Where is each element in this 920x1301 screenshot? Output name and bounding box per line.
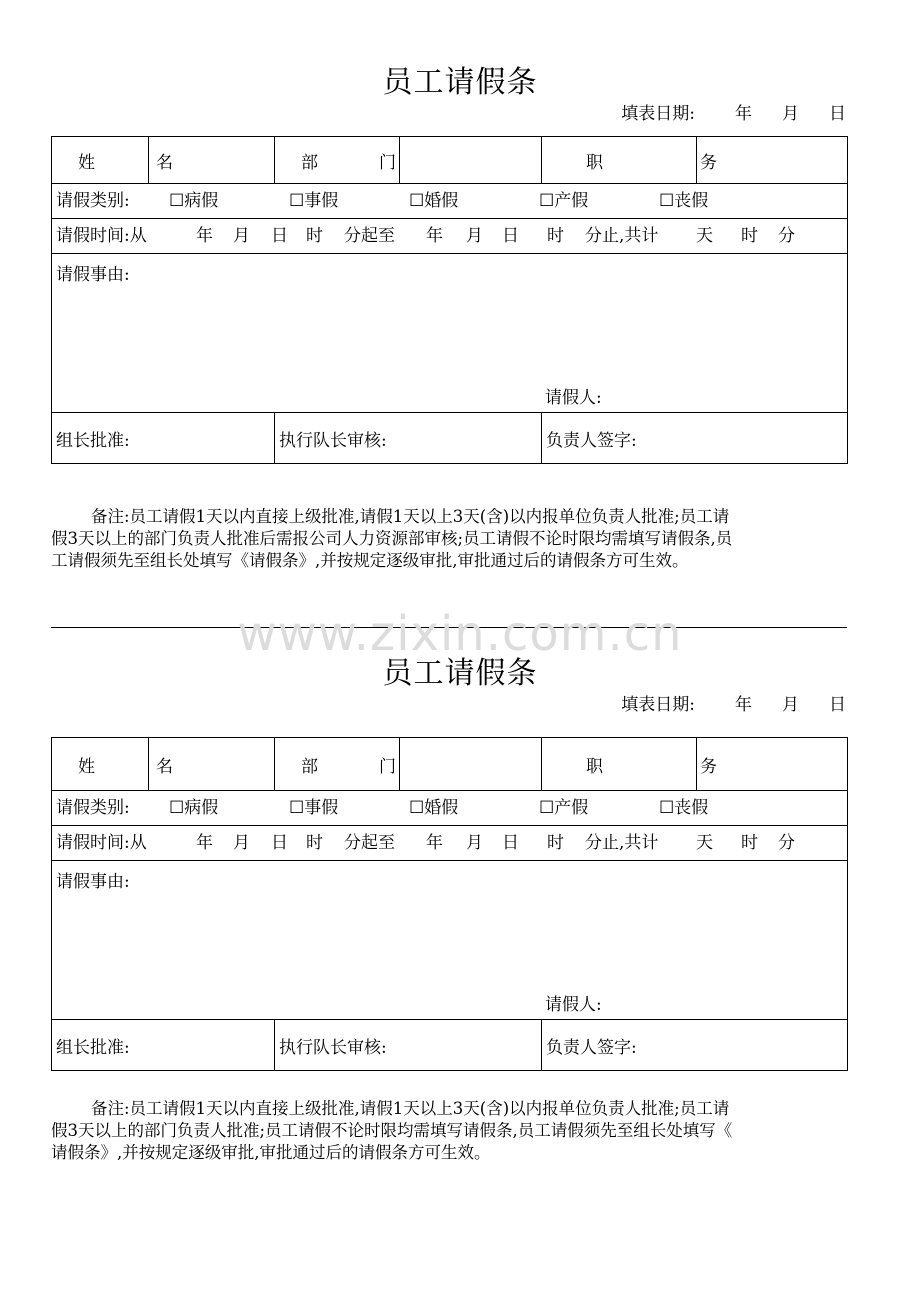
to-day: 日 xyxy=(502,226,519,246)
remark-text xyxy=(51,506,847,572)
personal-leave-checkbox[interactable]: ☐事假 xyxy=(289,798,339,818)
captain-review-field[interactable] xyxy=(275,413,542,464)
leave-reason-label: 请假事由: xyxy=(56,265,130,285)
leave-type-row xyxy=(52,184,848,219)
to-minute-total: 分止,共计 xyxy=(585,833,659,853)
leader-approval-field[interactable] xyxy=(52,413,275,464)
personal-leave-checkbox[interactable]: ☐事假 xyxy=(289,191,339,211)
fill-date-line xyxy=(0,694,846,716)
total-hours: 时 xyxy=(741,833,758,853)
leave-time-row xyxy=(52,826,848,861)
from-year: 年 xyxy=(196,226,213,246)
bereavement-leave-checkbox[interactable]: ☐丧假 xyxy=(659,191,709,211)
day-label: 日 xyxy=(829,104,846,124)
from-day: 日 xyxy=(271,226,288,246)
day-label: 日 xyxy=(829,695,846,715)
to-month: 月 xyxy=(466,226,483,246)
from-month: 月 xyxy=(233,226,250,246)
dept-field[interactable] xyxy=(400,137,542,184)
form-title: 员工请假条 xyxy=(382,65,538,100)
leave-time-label: 请假时间:从 xyxy=(56,833,147,853)
position-label: 职 务 xyxy=(542,738,697,791)
from-minute: 分起至 xyxy=(344,833,395,853)
sick-leave-checkbox[interactable]: ☐病假 xyxy=(169,798,219,818)
total-days: 天 xyxy=(696,833,713,853)
leader-approval-label: 组长批准: xyxy=(56,1037,130,1058)
fill-date-line xyxy=(0,103,846,125)
remark-line: 假3天以上的部门负责人批准后需报公司人力资源部审核;员工请假不论时限均需填写请假条,员 xyxy=(51,529,733,548)
from-hour: 时 xyxy=(306,226,323,246)
fill-date-label: 填表日期: xyxy=(621,695,695,715)
captain-review-label: 执行队长审核: xyxy=(279,1037,387,1058)
bereavement-leave-checkbox[interactable]: ☐丧假 xyxy=(659,798,709,818)
manager-signature-label: 负责人签字: xyxy=(546,430,637,451)
manager-signature-label: 负责人签字: xyxy=(546,1037,637,1058)
to-year: 年 xyxy=(426,226,443,246)
to-month: 月 xyxy=(466,833,483,853)
leave-reason-field[interactable] xyxy=(52,254,848,413)
leave-reason-label: 请假事由: xyxy=(56,872,130,892)
month-label: 月 xyxy=(782,695,799,715)
remark-line: 请假条》,并按规定逐级审批,审批通过后的请假条方可生效。 xyxy=(51,1143,491,1162)
fill-date-label: 填表日期: xyxy=(621,104,695,124)
to-minute-total: 分止,共计 xyxy=(585,226,659,246)
marriage-leave-checkbox[interactable]: ☐婚假 xyxy=(409,798,459,818)
maternity-leave-checkbox[interactable]: ☐产假 xyxy=(539,191,589,211)
form-title: 员工请假条 xyxy=(382,656,538,691)
leader-approval-label: 组长批准: xyxy=(56,430,130,451)
remark-text xyxy=(51,1098,847,1164)
leave-form-table xyxy=(51,136,848,464)
to-day: 日 xyxy=(502,833,519,853)
marriage-leave-checkbox[interactable]: ☐婚假 xyxy=(409,191,459,211)
position-label: 职 务 xyxy=(542,137,697,184)
year-label: 年 xyxy=(735,104,752,124)
to-year: 年 xyxy=(426,833,443,853)
captain-review-field[interactable] xyxy=(275,1020,542,1071)
total-hours: 时 xyxy=(741,226,758,246)
dept-label: 部 门 xyxy=(275,738,400,791)
remark-line: 工请假须先至组长处填写《请假条》,并按规定逐级审批,审批通过后的请假条方可生效。 xyxy=(51,551,689,570)
leave-type-label: 请假类别: xyxy=(56,191,130,211)
maternity-leave-checkbox[interactable]: ☐产假 xyxy=(539,798,589,818)
from-day: 日 xyxy=(271,833,288,853)
dept-field[interactable] xyxy=(400,738,542,791)
captain-review-label: 执行队长审核: xyxy=(279,430,387,451)
from-minute: 分起至 xyxy=(344,226,395,246)
leader-approval-field[interactable] xyxy=(52,1020,275,1071)
total-minutes: 分 xyxy=(778,226,795,246)
leave-form-table xyxy=(51,737,848,1071)
manager-signature-field[interactable] xyxy=(542,1020,848,1071)
leave-reason-field[interactable] xyxy=(52,861,848,1020)
name-label: 姓 名 xyxy=(52,137,149,184)
watermark: www.zixin.com.cn xyxy=(237,606,683,662)
to-hour: 时 xyxy=(547,226,564,246)
from-month: 月 xyxy=(233,833,250,853)
sick-leave-checkbox[interactable]: ☐病假 xyxy=(169,191,219,211)
name-label: 姓 名 xyxy=(52,738,149,791)
year-label: 年 xyxy=(735,695,752,715)
dept-label: 部 门 xyxy=(275,137,400,184)
leave-time-label: 请假时间:从 xyxy=(56,226,147,246)
applicant-label: 请假人: xyxy=(545,995,602,1015)
leave-time-row xyxy=(52,219,848,254)
remark-line: 备注:员工请假1天以内直接上级批准,请假1天以上3天(含)以内报单位负责人批准;员工请 xyxy=(91,507,730,526)
leave-type-row xyxy=(52,791,848,826)
leave-type-label: 请假类别: xyxy=(56,798,130,818)
remark-line: 假3天以上的部门负责人批准;员工请假不论时限均需填写请假条,员工请假须先至组长处填写《 xyxy=(51,1121,733,1140)
total-minutes: 分 xyxy=(778,833,795,853)
to-hour: 时 xyxy=(547,833,564,853)
applicant-label: 请假人: xyxy=(545,388,602,408)
remark-line: 备注:员工请假1天以内直接上级批准,请假1天以上3天(含)以内报单位负责人批准;员工请 xyxy=(91,1099,730,1118)
manager-signature-field[interactable] xyxy=(542,413,848,464)
from-hour: 时 xyxy=(306,833,323,853)
total-days: 天 xyxy=(696,226,713,246)
month-label: 月 xyxy=(782,104,799,124)
from-year: 年 xyxy=(196,833,213,853)
